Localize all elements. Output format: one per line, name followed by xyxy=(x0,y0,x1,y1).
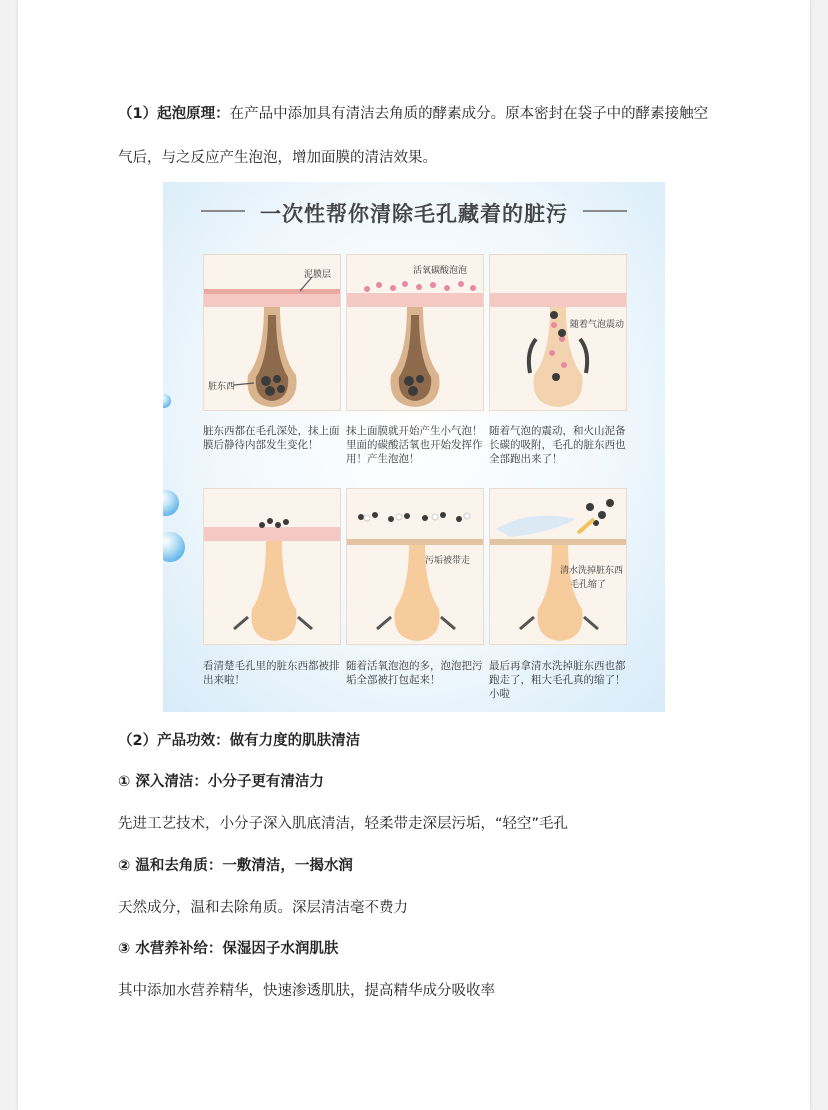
section1-line2: 气后，与之反应产生泡泡，增加面膜的清洁效果。 xyxy=(118,150,437,166)
title-rule-right xyxy=(583,210,627,212)
panel-1-art xyxy=(204,255,340,410)
panel-3-art xyxy=(490,255,626,410)
benefit-1-text: 先进工艺技术，小分子深入肌底清洁，轻柔带走深层污垢，“轻空”毛孔 xyxy=(118,816,569,832)
panel-6-art xyxy=(490,489,626,644)
title-rule-left xyxy=(201,210,245,212)
panel-3-label-vibration: 随着气泡震动 xyxy=(570,320,625,330)
panel-3-caption: 随着气泡的震动，和火山泥备长碳的吸附，毛孔的脏东西也全部跑出来了！ xyxy=(489,425,626,465)
panel-4-caption: 看清楚毛孔里的脏东西都被排出来啦！ xyxy=(203,660,340,686)
decor-bubble xyxy=(163,490,179,516)
decor-bubble xyxy=(163,532,185,562)
benefit-3-text: 其中添加水营养精华，快速渗透肌肤，提高精华成分吸收率 xyxy=(118,983,495,999)
panel-2-caption: 抹上面膜就开始产生小气泡！里面的碳酸活氧也开始发挥作用！产生泡泡！ xyxy=(346,425,483,465)
panel-5-art xyxy=(347,489,483,644)
panel-4 xyxy=(203,488,341,645)
panel-2-art xyxy=(347,255,483,410)
benefit-3-heading: ③ 水营养补给：保湿因子水润肌肤 xyxy=(118,941,339,957)
decor-bubble xyxy=(163,394,171,408)
panel-1-caption: 脏东西都在毛孔深处，抹上面膜后静待内部发生变化！ xyxy=(203,425,340,451)
benefit-2-text: 天然成分，温和去除角质。深层清洁毫不费力 xyxy=(118,900,408,916)
section2-number: （2） xyxy=(118,733,158,749)
panel-6 xyxy=(489,488,627,645)
panel-2 xyxy=(346,254,484,411)
section2-title: 产品功效：做有力度的肌肤清洁 xyxy=(157,733,361,749)
panel-1-label-dirt: 脏东西 xyxy=(208,382,236,392)
panel-5 xyxy=(346,488,484,645)
section1-line1 xyxy=(118,104,708,124)
panel-1 xyxy=(203,254,341,411)
panel-6-label-shrink: 毛孔缩了 xyxy=(570,580,607,590)
benefit-2-heading: ② 温和去角质：一敷清洁，一揭水润 xyxy=(118,858,353,874)
section1-title: 起泡原理： xyxy=(157,106,230,122)
panel-3 xyxy=(489,254,627,411)
figure-title-row xyxy=(163,196,665,226)
benefit-1-heading: ① 深入清洁：小分子更有清洁力 xyxy=(118,774,324,790)
panel-2-label-bubbles: 活氧碳酸泡泡 xyxy=(413,266,468,276)
panel-5-caption: 随着活氧泡泡的多，泡泡把污垢全部被打包起来！ xyxy=(346,660,483,686)
cleansing-illustration xyxy=(163,182,665,712)
section1-number: （1） xyxy=(118,106,158,122)
panel-6-label-wash: 清水洗掉脏东西 xyxy=(560,566,624,576)
document-page xyxy=(18,0,810,1110)
panel-1-label-mud: 泥膜层 xyxy=(304,270,332,280)
figure-title: 一次性帮你清除毛孔藏着的脏污 xyxy=(260,202,568,226)
section1-text: 在产品中添加具有清洁去角质的酵素成分。原本密封在袋子中的酵素接触空 xyxy=(229,106,709,122)
panel-6-caption: 最后再拿清水洗掉脏东西也都跑走了，粗大毛孔真的缩了！小啦 xyxy=(489,660,626,700)
section2-heading xyxy=(118,731,360,751)
panel-5-label-removed: 污垢被带走 xyxy=(425,556,471,566)
panel-4-art xyxy=(204,489,340,644)
